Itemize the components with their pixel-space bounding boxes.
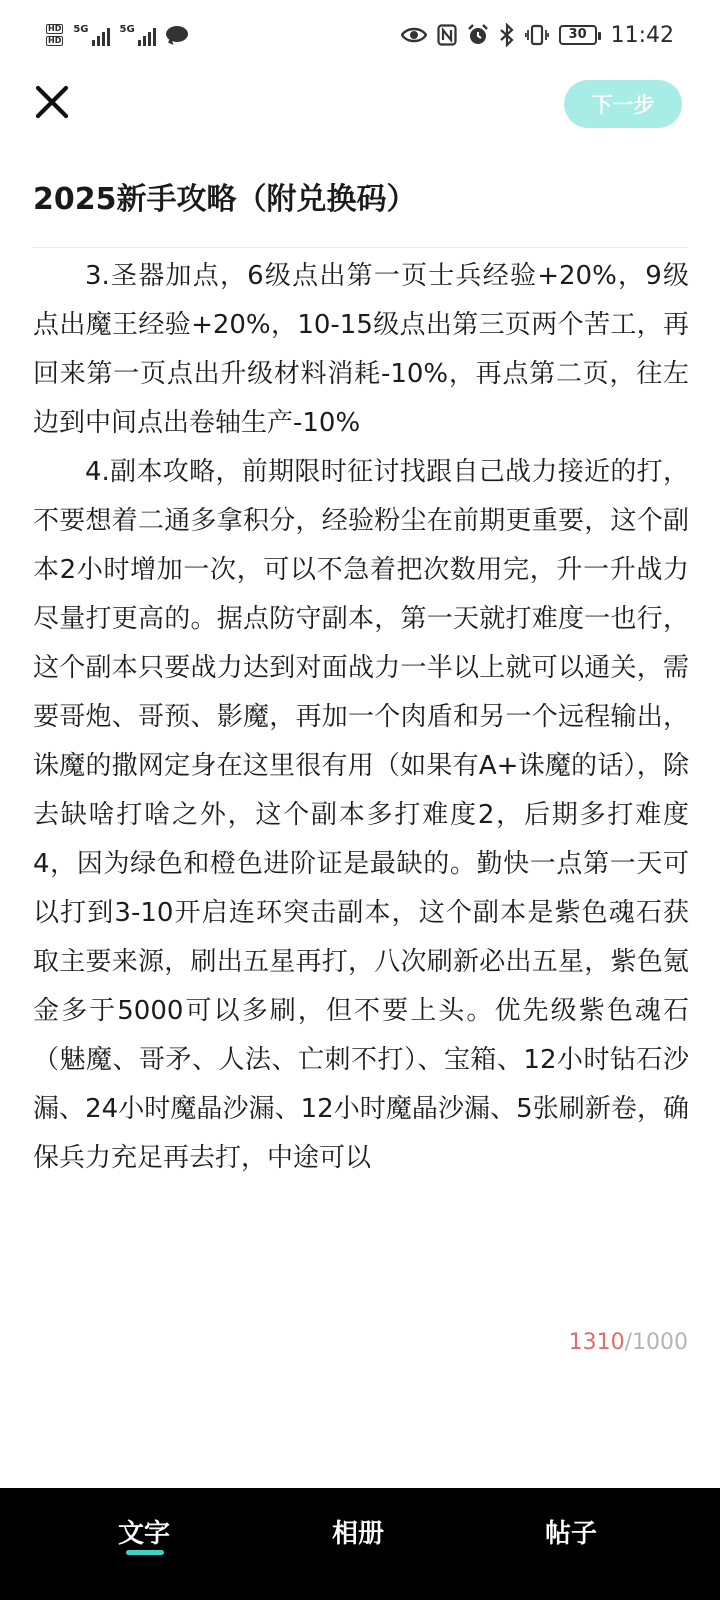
- tab-posts[interactable]: [545, 1516, 597, 1556]
- word-count-current: 1310: [568, 1330, 625, 1355]
- tab-label: 文字: [118, 1519, 171, 1549]
- title-divider: [33, 247, 688, 248]
- bluetooth-icon: [499, 23, 515, 47]
- tab-text[interactable]: [118, 1516, 170, 1556]
- signal-sim1: [73, 24, 109, 46]
- body-paragraph: 3.圣器加点，6级点出第一页士兵经验+20%，9级点出魔王经验+20%，10-15级点出第三页两个苦工，再回来第一页点出升级材料消耗-10%，再点第二页，往左边到中间点出卷轴生产-10%: [33, 261, 689, 438]
- post-title[interactable]: 2025新手攻略（附兑换码）: [33, 182, 417, 217]
- eye-icon: [401, 26, 427, 44]
- active-tab-indicator: [126, 1550, 164, 1555]
- tab-label: 相册: [332, 1519, 385, 1549]
- signal-bar: [107, 28, 110, 46]
- status-bar: [0, 0, 720, 70]
- signal-bar: [148, 32, 151, 46]
- status-bar-right: [401, 23, 674, 48]
- signal-bar: [97, 36, 100, 46]
- close-button[interactable]: [30, 80, 74, 124]
- hd-badges: [46, 24, 63, 46]
- word-count-separator: /: [624, 1330, 632, 1355]
- signal-bar: [143, 36, 146, 46]
- chat-icon: [166, 26, 188, 44]
- battery-icon: 30: [559, 25, 597, 45]
- tab-album[interactable]: [332, 1516, 384, 1556]
- next-step-button[interactable]: 下一步: [564, 80, 682, 128]
- post-body-editor[interactable]: [33, 252, 689, 1325]
- alarm-icon: [467, 24, 489, 46]
- hd-badge: HD: [48, 36, 62, 45]
- vibrate-icon: [525, 23, 549, 47]
- word-count-max: 1000: [632, 1330, 688, 1355]
- signal-bar: [153, 28, 156, 46]
- hd-badge: HD: [48, 24, 62, 33]
- signal-bar: [102, 32, 105, 46]
- status-bar-left: [46, 24, 188, 46]
- close-icon: [35, 85, 69, 119]
- status-time: 11:42: [610, 22, 674, 48]
- signal-sim2: [120, 24, 156, 46]
- signal-bar: [138, 40, 141, 46]
- bottom-tab-bar: [0, 1488, 720, 1600]
- sim1-network-label: 5G: [73, 24, 89, 35]
- signal-bar: [92, 40, 95, 46]
- word-counter: [569, 1328, 688, 1358]
- nfc-icon: [437, 24, 457, 46]
- sim2-network-label: 5G: [119, 24, 135, 35]
- tab-label: 帖子: [545, 1519, 598, 1549]
- body-paragraph: 4.副本攻略，前期限时征讨找跟自己战力接近的打，不要想着二通多拿积分，经验粉尘在前期更重要，这个副本2小时增加一次，可以不急着把次数用完，升一升战力尽量打更高的。据点防守副本，第一天就打难度一也行，这个副本只要战力达到对面战力一半以上就可以通关，需要哥炮、哥预、影魔，再加一个肉盾和另一个远程输出，诛魔的撒网定身在这里很有用（如果有A+诛魔的话），除去缺啥打啥之外，这个副本多打难度2，后期多打难度4，因为绿色和橙色进阶证是最缺的。勤快一点第一天可以打到3-10开启连环突击副本，这个副本是紫色魂石获取主要来源，刷出五星再打，八次刷新必出五星，紫色氪金多于5000可以多刷，但不要上头。优先级紫色魂石（魅魔、哥矛、人法、亡刺不打）、宝箱、12小时钻石沙漏、24小时魔晶沙漏、12小时魔晶沙漏、5张刷新卷，确保兵力充足再去打，中途可以: [33, 457, 689, 1173]
